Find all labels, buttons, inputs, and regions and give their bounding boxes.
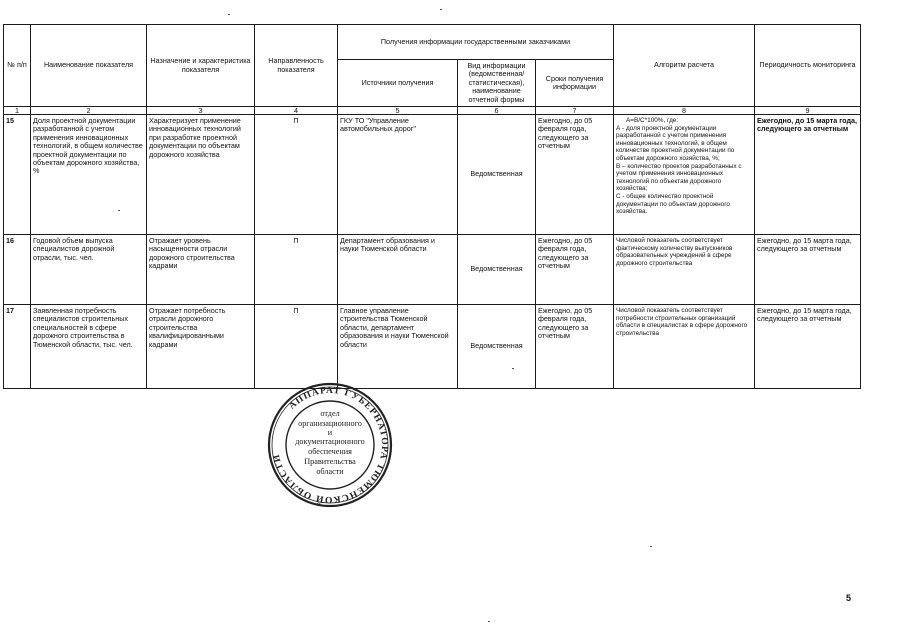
col-number: 5 bbox=[338, 107, 458, 115]
stamp-line: документационного bbox=[295, 437, 365, 446]
row-num: 17 bbox=[4, 305, 31, 389]
row-name: Заявленная потребность специалистов строительных специальностей в сфере дорожного строительства в Тюменской области, тыс. чел. bbox=[31, 305, 147, 389]
row-source: Департамент образования и науки Тюменской области bbox=[338, 235, 458, 305]
row-purpose: Отражает уровень насыщенности отрасли дорожного строительства кадрами bbox=[147, 235, 255, 305]
row-algorithm bbox=[614, 115, 755, 235]
header-name: Наименование показателя bbox=[31, 25, 147, 107]
row-periodicity: Ежегодно, до 15 марта года, следующего за отчетным bbox=[755, 235, 861, 305]
row-num: 15 bbox=[4, 115, 31, 235]
algorithm-line: С - общее количество проектной документации по объектам дорожного хозяйства. bbox=[616, 192, 730, 216]
header-purpose: Назначение и характеристика показателя bbox=[147, 25, 255, 107]
stamp-line: Правительства bbox=[304, 457, 356, 466]
col-number: 3 bbox=[147, 107, 255, 115]
header-periodicity: Периодичность мониторинга bbox=[755, 25, 861, 107]
row-terms: Ежегодно, до 05 февраля года, следующего за отчетным bbox=[536, 115, 614, 235]
table-row bbox=[4, 305, 861, 389]
stamp-line: отдел bbox=[320, 409, 340, 418]
algorithm-line: А - доля проектной документации разработанной с учетом применения инновационных технологий, в общем количестве проектной документации по объектам дорожного хозяйства, %; bbox=[616, 124, 735, 162]
monitoring-table bbox=[3, 24, 861, 389]
stamp-line: обеспечения bbox=[308, 447, 352, 456]
stamp-line: организационного bbox=[298, 419, 362, 428]
col-number: 8 bbox=[614, 107, 755, 115]
col-number: 9 bbox=[755, 107, 861, 115]
col-number: 1 bbox=[4, 107, 31, 115]
row-purpose: Характеризует применение инновационных технологий при разработке проектной документации по объектам дорожного хозяйства bbox=[147, 115, 255, 235]
official-stamp bbox=[265, 380, 395, 510]
col-number: 2 bbox=[31, 107, 147, 115]
row-source: Главное управление строительства Тюменской области, департамент образования и науки Тюменской области bbox=[338, 305, 458, 389]
stamp-line: и bbox=[327, 428, 333, 437]
header-algorithm: Алгоритм расчета bbox=[614, 25, 755, 107]
page-number: 5 bbox=[846, 593, 852, 603]
algorithm-line: Числовой показатель соответствует фактическому количеству выпускников образовательных учреждений в сфере дорожного строительства bbox=[616, 237, 733, 267]
scan-speck bbox=[650, 546, 652, 547]
row-name: Доля проектной документации разработанной с учетом применения инновационных технологий, в общем количестве проектной документации по объектам дорожного хозяйства, % bbox=[31, 115, 147, 235]
col-number: 4 bbox=[255, 107, 338, 115]
row-terms: Ежегодно, до 05 февраля года, следующего за отчетным bbox=[536, 235, 614, 305]
row-terms: Ежегодно, до 05 февраля года, следующего за отчетным bbox=[536, 305, 614, 389]
scan-speck bbox=[512, 368, 514, 369]
row-direction: П bbox=[255, 235, 338, 305]
row-algorithm bbox=[614, 305, 755, 389]
row-direction: П bbox=[255, 115, 338, 235]
row-direction: П bbox=[255, 305, 338, 389]
header-group: Получения информации государственными заказчиками bbox=[338, 25, 614, 60]
scan-speck bbox=[440, 9, 442, 10]
header-row bbox=[4, 25, 861, 60]
col-number: 7 bbox=[536, 107, 614, 115]
row-num: 16 bbox=[4, 235, 31, 305]
scan-speck bbox=[488, 621, 490, 622]
row-name: Годовой объем выпуска специалистов дорожной отрасли, тыс. чел. bbox=[31, 235, 147, 305]
table-row bbox=[4, 235, 861, 305]
algorithm-line: В – количество проектов разработанных с учетом применения инновационных технологий по объектам дорожного хозяйства; bbox=[616, 162, 742, 193]
scan-speck bbox=[228, 14, 230, 15]
header-num: № п/п bbox=[4, 25, 31, 107]
row-info-type: Ведомственная bbox=[458, 115, 536, 235]
scan-speck bbox=[118, 210, 120, 211]
row-info-type: Ведомственная bbox=[458, 305, 536, 389]
stamp-ring-text: АППАРАТ ГУБЕРНАТОРА ТЮМЕНСКОЙ ОБЛАСТИ bbox=[271, 385, 390, 505]
header-direction: Направленность показателя bbox=[255, 25, 338, 107]
header-terms: Сроки получения информации bbox=[536, 60, 614, 107]
row-algorithm bbox=[614, 235, 755, 305]
col-number: 6 bbox=[458, 107, 536, 115]
row-purpose: Отражает потребность отрасли дорожного строительства квалифицированными кадрами bbox=[147, 305, 255, 389]
header-info-type: Вид информации (ведомственная/ статистическая), наименование отчетной формы bbox=[458, 60, 536, 107]
column-numbers-row bbox=[4, 107, 861, 115]
header-sources: Источники получения bbox=[338, 60, 458, 107]
row-source: ГКУ ТО "Управление автомобильных дорог" bbox=[338, 115, 458, 235]
row-periodicity: Ежегодно, до 15 марта года, следующего за отчетным bbox=[755, 115, 861, 235]
row-info-type: Ведомственная bbox=[458, 235, 536, 305]
algorithm-line: А=В/С*100%, где: bbox=[626, 117, 679, 125]
stamp-line: области bbox=[316, 467, 344, 476]
row-periodicity: Ежегодно, до 15 марта года, следующего за отчетным bbox=[755, 305, 861, 389]
table-row bbox=[4, 115, 861, 235]
algorithm-line: Числовой показатель соответствует потребности строительных организаций области в специалистах в сфере дорожного строительства bbox=[616, 307, 748, 337]
